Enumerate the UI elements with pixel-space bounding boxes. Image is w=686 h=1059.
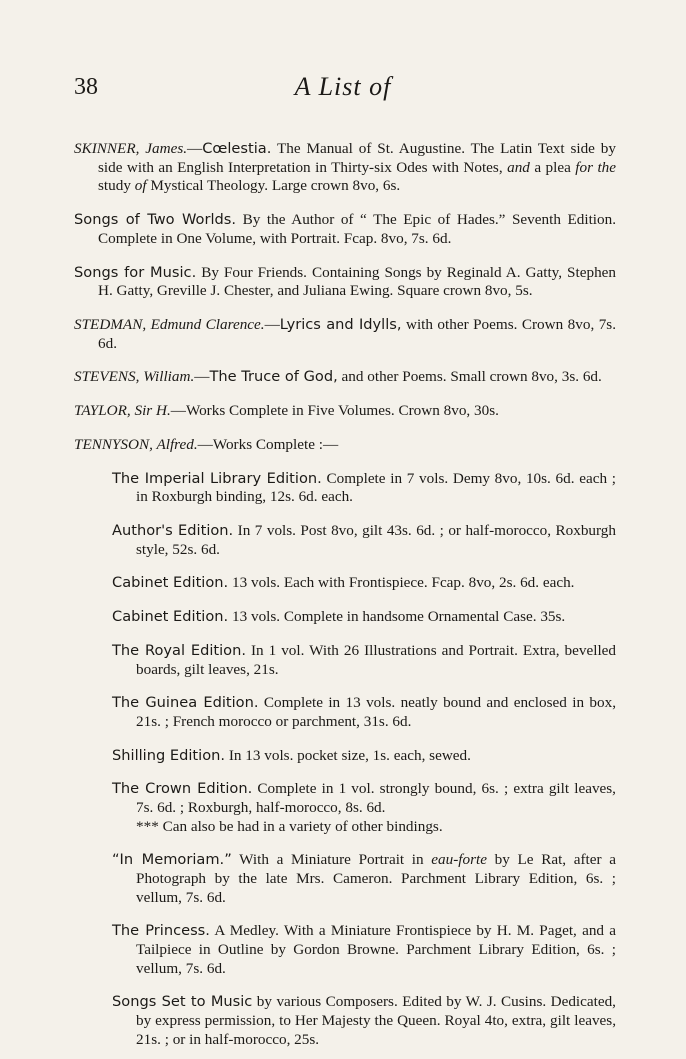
edition-title: The Imperial Library Edition. (112, 469, 322, 487)
page-number: 38 (74, 74, 98, 100)
edition-title: “In Memoriam.” (112, 851, 232, 869)
running-title: A List of (294, 72, 392, 101)
edition-item: Cabinet Edition. 13 vols. Each with Frontispiece. Fcap. 8vo, 2s. 6d. each. (112, 574, 575, 592)
list-item: SKINNER, James.—Cœlestia. The Manual of St. Augustine. The Latin Text side by side with an English Interpretation in Thirty-six Odes with Notes, and a plea for the study of Mystical Theology. Large crown 8vo, 6s. (74, 140, 616, 195)
entry-author: SKINNER, James. (74, 140, 188, 158)
page-header (74, 68, 612, 108)
list-item: Songs of Two Worlds. By the Author of “ The Epic of Hades.” Seventh Edition. Complete in One Volume, with Portrait. Fcap. 8vo, 7s. 6d. (74, 211, 616, 247)
entry-author: STEVENS, William. (74, 368, 195, 386)
edition-item: The Royal Edition. In 1 vol. With 26 Illustrations and Portrait. Extra, bevelled boards, gilt leaves, 21s. (112, 641, 616, 678)
edition-title: Shilling Edition. (112, 746, 226, 764)
edition-item: The Guinea Edition. Complete in 13 vols. neatly bound and enclosed in box, 21s. ; French morocco or parchment, 31s. 6d. (112, 694, 617, 730)
list-item: Songs for Music. By Four Friends. Containing Songs by Reginald A. Gatty, Stephen H. Gatty, Greville J. Chester, and Juliana Ewing. Square crown 8vo, 5s. (74, 263, 616, 300)
edition-item: The Princess. A Medley. With a Miniature Frontispiece by H. M. Paget, and a Tailpiece in Outline by Gordon Browne. Parchment Library Edition, 6s. ; vellum, 7s. 6d. (112, 922, 616, 977)
edition-item: Shilling Edition. In 13 vols. pocket size, 1s. each, sewed. (112, 746, 471, 764)
edition-title: Songs Set to Music (112, 993, 253, 1011)
edition-title: Author's Edition. (112, 522, 234, 539)
edition-title: Cabinet Edition. (112, 608, 229, 626)
list-item: STEDMAN, Edmund Clarence.—Lyrics and Idylls, with other Poems. Crown 8vo, 7s. 6d. (74, 315, 617, 352)
entry-author: STEDMAN, Edmund Clarence. (74, 315, 265, 333)
list-item: STEVENS, William.—The Truce of God, and other Poems. Small crown 8vo, 3s. 6d. (74, 368, 602, 386)
entry-title: Songs for Music. (74, 263, 197, 281)
edition-item: Author's Edition. In 7 vols. Post 8vo, gilt 43s. 6d. ; or half-morocco, Roxburgh style, 52s. 6d. (112, 522, 616, 558)
entry-title: Songs of Two Worlds. (74, 211, 237, 229)
catalogue-entries (74, 125, 616, 1059)
edition-title: The Royal Edition. (112, 641, 246, 659)
edition-item: “In Memoriam.” With a Miniature Portrait in eau-forte by Le Rat, after a Photograph by the late Mrs. Cameron. Parchment Library Edition, 6s. ; vellum, 7s. 6d. (112, 851, 616, 906)
edition-title: The Guinea Edition. (112, 694, 259, 712)
edition-item: The Imperial Library Edition. Complete in 7 vols. Demy 8vo, 10s. 6d. each ; in Roxburgh binding, 12s. 6d. each. (112, 469, 616, 506)
edition-item: The Crown Edition. Complete in 1 vol. strongly bound, 6s. ; extra gilt leaves, 7s. 6d. ; Roxburgh, half-morocco, 8s. 6d. *⁣*⁣* Can also be had in a variety of other bindings. (112, 780, 616, 835)
edition-title: The Crown Edition. (112, 780, 253, 798)
edition-note: *⁣*⁣* Can also be had in a variety of other bindings. (136, 817, 443, 835)
edition-item: Cabinet Edition. 13 vols. Complete in handsome Ornamental Case. 35s. (112, 608, 566, 626)
entry-title: The Truce of God, (209, 368, 338, 386)
entry-title: Cœlestia. (202, 140, 272, 158)
edition-title: Cabinet Edition. (112, 574, 229, 592)
edition-title: The Princess. (112, 922, 210, 940)
list-item: TAYLOR, Sir H.—Works Complete in Five Volumes. Crown 8vo, 30s. (74, 402, 499, 420)
entry-author: TAYLOR, Sir H. (74, 402, 171, 420)
entry-title: Lyrics and Idylls, (279, 315, 402, 333)
entry-author: TENNYSON, Alfred. (74, 435, 198, 453)
list-item: TENNYSON, Alfred.—Works Complete :— (74, 435, 339, 453)
edition-item: Songs Set to Music by various Composers. Edited by W. J. Cusins. Dedicated, by express permission, to Her Majesty the Queen. Royal 4to, extra, gilt leaves, 21s. ; or in half-morocco, 25s. (112, 993, 616, 1048)
